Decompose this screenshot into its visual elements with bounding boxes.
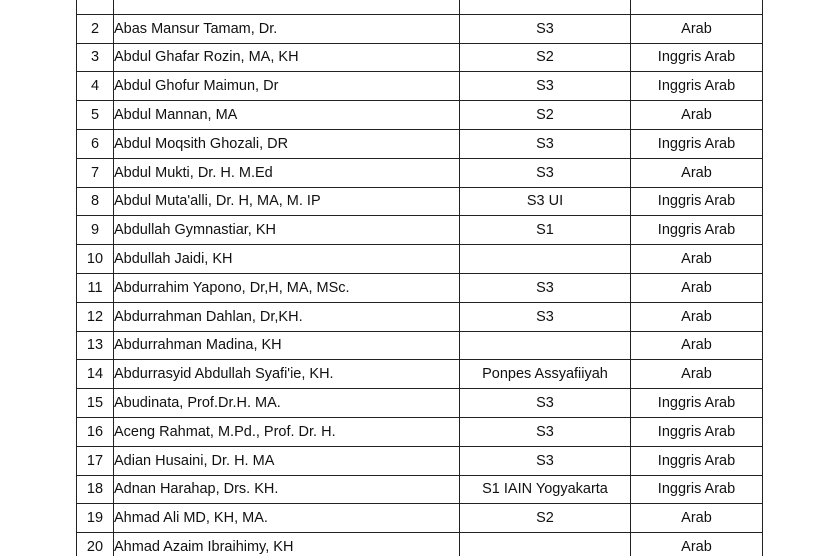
row-number: 17 bbox=[77, 446, 114, 475]
table-row bbox=[77, 0, 763, 14]
row-education: S3 bbox=[460, 72, 631, 101]
row-language: Arab bbox=[631, 360, 763, 389]
row-language: Arab bbox=[631, 14, 763, 43]
row-education: S2 bbox=[460, 101, 631, 130]
row-language: Inggris Arab bbox=[631, 187, 763, 216]
table-row bbox=[77, 302, 763, 331]
row-education: S1 bbox=[460, 216, 631, 245]
row-language: Arab bbox=[631, 331, 763, 360]
row-name: Abdul Mukti, Dr. H. M.Ed bbox=[114, 158, 460, 187]
row-number: 13 bbox=[77, 331, 114, 360]
table-row bbox=[77, 273, 763, 302]
row-education: S3 bbox=[460, 158, 631, 187]
row-language: Inggris Arab bbox=[631, 72, 763, 101]
row-name: Abdul Ghofur Maimun, Dr bbox=[114, 72, 460, 101]
row-education bbox=[460, 0, 631, 14]
row-name: Abdurrahim Yapono, Dr,H, MA, MSc. bbox=[114, 273, 460, 302]
row-language: Arab bbox=[631, 302, 763, 331]
row-name: Abas Mansur Tamam, Dr. bbox=[114, 14, 460, 43]
row-name: Adnan Harahap, Drs. KH. bbox=[114, 475, 460, 504]
table-row bbox=[77, 389, 763, 418]
table-row bbox=[77, 331, 763, 360]
row-name: Adian Husaini, Dr. H. MA bbox=[114, 446, 460, 475]
row-education bbox=[460, 245, 631, 274]
row-number: 4 bbox=[77, 72, 114, 101]
row-education: S2 bbox=[460, 504, 631, 533]
table-row bbox=[77, 446, 763, 475]
row-education: S3 bbox=[460, 302, 631, 331]
row-name: Abdullah Jaidi, KH bbox=[114, 245, 460, 274]
row-language: Arab bbox=[631, 533, 763, 556]
row-number: 18 bbox=[77, 475, 114, 504]
row-number: 12 bbox=[77, 302, 114, 331]
row-education: S3 bbox=[460, 389, 631, 418]
row-language: Inggris Arab bbox=[631, 389, 763, 418]
row-number: 15 bbox=[77, 389, 114, 418]
table-row bbox=[77, 72, 763, 101]
row-name: Abdurrasyid Abdullah Syafi'ie, KH. bbox=[114, 360, 460, 389]
row-education bbox=[460, 533, 631, 556]
table-row bbox=[77, 216, 763, 245]
row-name: Ahmad Ali MD, KH, MA. bbox=[114, 504, 460, 533]
row-education bbox=[460, 331, 631, 360]
row-education: Ponpes Assyafiiyah bbox=[460, 360, 631, 389]
row-number: 5 bbox=[77, 101, 114, 130]
row-name: Abudinata, Prof.Dr.H. MA. bbox=[114, 389, 460, 418]
row-name: Abdurrahman Madina, KH bbox=[114, 331, 460, 360]
row-language: Arab bbox=[631, 273, 763, 302]
row-education: S1 IAIN Yogyakarta bbox=[460, 475, 631, 504]
row-number bbox=[77, 0, 114, 14]
table-row bbox=[77, 417, 763, 446]
row-education: S2 bbox=[460, 43, 631, 72]
row-education: S3 bbox=[460, 129, 631, 158]
row-language: Inggris Arab bbox=[631, 417, 763, 446]
table-row bbox=[77, 158, 763, 187]
table-row bbox=[77, 101, 763, 130]
row-language: Arab bbox=[631, 504, 763, 533]
row-name bbox=[114, 0, 460, 14]
preacher-list-table bbox=[76, 0, 763, 556]
row-number: 19 bbox=[77, 504, 114, 533]
row-number: 7 bbox=[77, 158, 114, 187]
row-name: Abdurrahman Dahlan, Dr,KH. bbox=[114, 302, 460, 331]
row-number: 9 bbox=[77, 216, 114, 245]
row-education: S3 bbox=[460, 417, 631, 446]
row-name: Abdullah Gymnastiar, KH bbox=[114, 216, 460, 245]
row-education: S3 bbox=[460, 14, 631, 43]
row-number: 20 bbox=[77, 533, 114, 556]
row-name: Abdul Ghafar Rozin, MA, KH bbox=[114, 43, 460, 72]
table-body bbox=[77, 0, 763, 556]
row-number: 6 bbox=[77, 129, 114, 158]
table-row bbox=[77, 245, 763, 274]
row-number: 16 bbox=[77, 417, 114, 446]
table-row bbox=[77, 533, 763, 556]
row-name: Abdul Muta'alli, Dr. H, MA, M. IP bbox=[114, 187, 460, 216]
row-number: 10 bbox=[77, 245, 114, 274]
row-number: 14 bbox=[77, 360, 114, 389]
row-education: S3 UI bbox=[460, 187, 631, 216]
row-name: Abdul Moqsith Ghozali, DR bbox=[114, 129, 460, 158]
table-row bbox=[77, 14, 763, 43]
row-language: Inggris Arab bbox=[631, 475, 763, 504]
row-language bbox=[631, 0, 763, 14]
row-number: 8 bbox=[77, 187, 114, 216]
table-row bbox=[77, 187, 763, 216]
table-row bbox=[77, 43, 763, 72]
row-education: S3 bbox=[460, 273, 631, 302]
row-number: 2 bbox=[77, 14, 114, 43]
row-name: Ahmad Azaim Ibraihimy, KH bbox=[114, 533, 460, 556]
row-language: Arab bbox=[631, 101, 763, 130]
row-number: 3 bbox=[77, 43, 114, 72]
row-education: S3 bbox=[460, 446, 631, 475]
row-number: 11 bbox=[77, 273, 114, 302]
row-language: Inggris Arab bbox=[631, 43, 763, 72]
row-language: Arab bbox=[631, 245, 763, 274]
row-language: Inggris Arab bbox=[631, 446, 763, 475]
row-name: Aceng Rahmat, M.Pd., Prof. Dr. H. bbox=[114, 417, 460, 446]
row-name: Abdul Mannan, MA bbox=[114, 101, 460, 130]
table-row bbox=[77, 360, 763, 389]
table-row bbox=[77, 129, 763, 158]
table-row bbox=[77, 475, 763, 504]
row-language: Inggris Arab bbox=[631, 129, 763, 158]
row-language: Inggris Arab bbox=[631, 216, 763, 245]
table-row bbox=[77, 504, 763, 533]
row-language: Arab bbox=[631, 158, 763, 187]
